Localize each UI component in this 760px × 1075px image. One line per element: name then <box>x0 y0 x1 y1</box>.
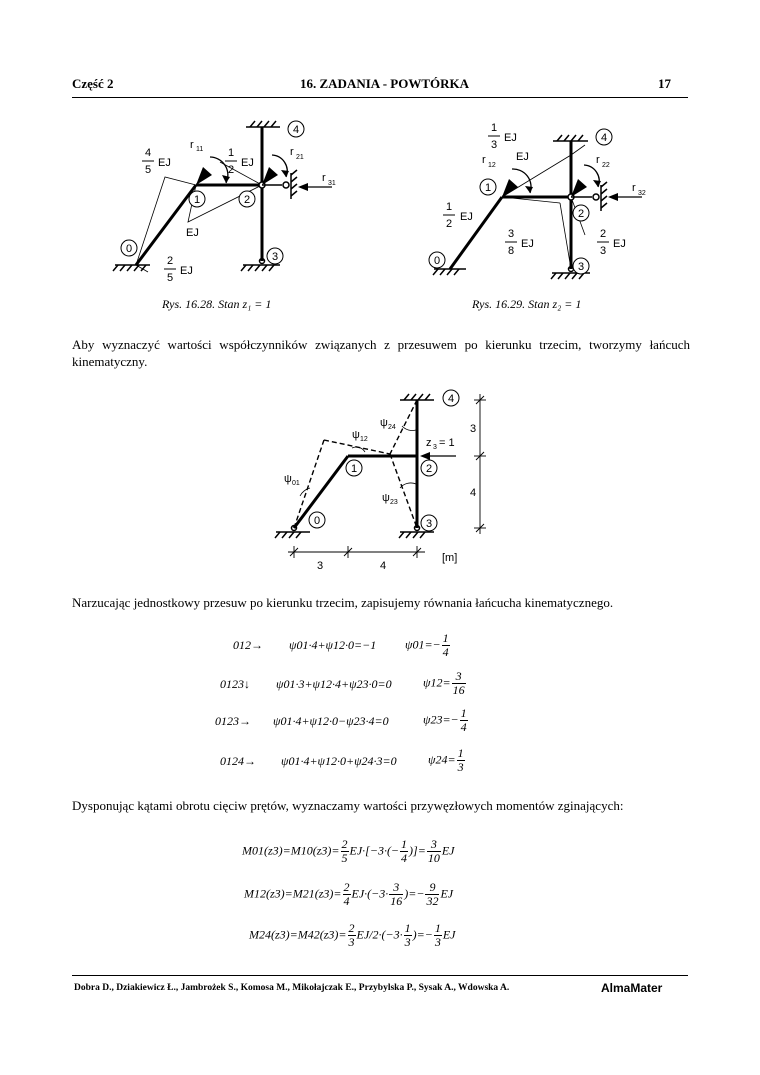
f2-ej-b: EJ <box>516 151 529 163</box>
f2-frac-2-3-num: 2 <box>600 228 607 240</box>
footer-rule <box>72 975 688 976</box>
f2-node-4: 4 <box>600 132 608 144</box>
f2-frac-1-2-den: 2 <box>446 218 453 230</box>
f3-dim-4-h: 4 <box>380 560 387 572</box>
f3-psi23: ψ <box>382 492 390 504</box>
figure-3-kinematic-chain <box>270 380 500 575</box>
f3-node-0: 0 <box>313 515 321 527</box>
rotation-lock-2 <box>262 167 278 185</box>
f3-z3-val: = 1 <box>439 437 455 449</box>
f1-r21: r <box>290 146 294 158</box>
page-number: 17 <box>658 76 671 91</box>
f3-node-2: 2 <box>425 463 433 475</box>
chain-eq-result-3: ψ23=− $\frac{1}{4}$ <box>423 706 467 734</box>
f1-node-4: 4 <box>292 124 300 136</box>
paragraph-kinematic-chain: Aby wyznaczyć wartości współczynników związanych z przesuwem po kierunku trzecim, tworzymy łańcuch kinematyczny. <box>72 337 690 369</box>
f1-ej-d: EJ <box>180 265 193 277</box>
f1-node-2: 2 <box>243 194 251 206</box>
moment-eq-1: M01(z3)=M10(z3)= $\frac{2}{5}$ EJ·[−3·(− $\frac{1}{4}$ )]= $\frac{3}{10}$ EJ <box>242 837 455 865</box>
paragraph-unit-displacement: Narzucając jednostkowy przesuw po kierunku trzecim, zapisujemy równania łańcucha kinematycznego. <box>72 595 614 610</box>
f2-node-3: 3 <box>577 261 585 273</box>
f1-r11: r <box>190 139 194 151</box>
chain-eq-label-2: 0123↓ <box>220 677 250 691</box>
paragraph-moments: Dysponując kątami obrotu cięciw prętów, wyznaczamy wartości przywęzłowych momentów zginających: <box>72 798 624 813</box>
figure-1-diagram <box>110 115 350 285</box>
f1-frac-4-5-den: 5 <box>145 164 152 176</box>
f2-frac-1-2-num: 1 <box>446 201 453 213</box>
f2-node-0: 0 <box>433 255 441 267</box>
chain-eq-2: ψ01·3+ψ12·4+ψ23·0=0 <box>276 677 392 691</box>
f2-ej-e: EJ <box>613 238 626 250</box>
f2-ej-d: EJ <box>521 238 534 250</box>
chain-eq-result-1: ψ01=− $\frac{1}{4}$ <box>405 631 449 659</box>
f1-frac-2-5-den: 5 <box>167 272 174 284</box>
f2-frac-1-3-num: 1 <box>491 122 498 134</box>
footer-authors: Dobra D., Dziakiewicz Ł., Jambrożek S., Komosa M., Mikołajczak E., Przybylska P., Sysak A., Wdowska A. <box>74 983 510 993</box>
f1-node-0: 0 <box>125 243 133 255</box>
figure-1-caption: Rys. 16.28. Stan z₁ = 1 <box>162 297 272 311</box>
f2-node-2: 2 <box>577 208 585 220</box>
f3-psi24: ψ <box>380 417 388 429</box>
f1-ej-c: EJ <box>186 227 199 239</box>
f3-dim-3-v: 3 <box>470 423 477 435</box>
f1-r31-sub: 31 <box>328 180 336 187</box>
f3-dim-4-v: 4 <box>470 487 477 499</box>
f2-r22-sub: 22 <box>602 162 610 169</box>
f3-node-4: 4 <box>447 393 455 405</box>
footer-brand: AlmaMater <box>601 981 663 995</box>
fixed-support-0 <box>433 269 466 275</box>
f2-frac-2-3-den: 3 <box>600 245 607 257</box>
pin-support-0 <box>275 526 310 539</box>
header-rule <box>72 97 688 98</box>
f1-node-1: 1 <box>193 194 201 206</box>
f2-frac-1-3-den: 3 <box>491 139 498 151</box>
f3-psi23-sub: 23 <box>390 499 398 506</box>
f1-ej-b: EJ <box>241 157 254 169</box>
header-part: Część 2 <box>72 76 114 91</box>
f1-r31: r <box>322 172 326 184</box>
chain-eq-4: ψ01·4+ψ12·0+ψ24·3=0 <box>281 754 397 768</box>
f2-frac-3-8-den: 8 <box>508 245 515 257</box>
f3-z3-sub: 3 <box>433 444 437 451</box>
f2-r22: r <box>596 154 600 166</box>
f3-psi01: ψ <box>284 473 292 485</box>
f1-r11-sub: 11 <box>196 146 204 153</box>
f2-ej-c: EJ <box>460 211 473 223</box>
rotation-lock-1 <box>196 167 212 185</box>
moment-eq-2: M12(z3)=M21(z3)= $\frac{2}{4}$ EJ·(−3· $\frac{3}{16}$ )=− $\frac{9}{32}$ EJ <box>244 880 454 908</box>
figure-2-caption: Rys. 16.29. Stan z₂ = 1 <box>472 297 582 311</box>
f2-node-1: 1 <box>484 182 492 194</box>
f3-psi24-sub: 24 <box>388 424 396 431</box>
f1-r21-sub: 21 <box>296 154 304 161</box>
f1-node-3: 3 <box>271 251 279 263</box>
f3-dim-3-h: 3 <box>317 560 324 572</box>
chain-eq-label-1: 012→ <box>233 638 263 652</box>
f2-frac-3-8-num: 3 <box>508 228 515 240</box>
f3-unit: [m] <box>442 552 458 564</box>
chain-eq-result-4: ψ24= $\frac{1}{3}$ <box>428 746 464 774</box>
figure-2-diagram <box>420 115 660 285</box>
f3-psi12-sub: 12 <box>360 436 368 443</box>
f2-ej-a: EJ <box>504 132 517 144</box>
f1-frac-1-2-num: 1 <box>228 147 235 159</box>
f1-frac-1-2-den: 2 <box>228 164 235 176</box>
f1-ej-a: EJ <box>158 157 171 169</box>
f3-node-1: 1 <box>350 463 358 475</box>
f3-psi01-sub: 01 <box>292 480 300 487</box>
f2-r12: r <box>482 154 486 166</box>
f3-z3: z <box>426 437 432 449</box>
f3-psi12: ψ <box>352 429 360 441</box>
moment-eq-3: M24(z3)=M42(z3)= $\frac{2}{3}$ EJ/2·(−3· $\frac{1}{3}$ )=− $\frac{1}{3}$ EJ <box>249 921 456 949</box>
fixed-support-4 <box>246 121 280 127</box>
f1-frac-2-5-num: 2 <box>167 255 174 267</box>
fixed-support-4 <box>553 135 588 141</box>
chain-eq-label-3: 0123→ <box>215 714 251 728</box>
chain-eq-label-4: 0124→ <box>220 754 256 768</box>
f1-frac-4-5-num: 4 <box>145 147 152 159</box>
fixed-support-4 <box>400 394 434 400</box>
moment-diagram <box>502 145 585 269</box>
chain-eq-3: ψ01·4+ψ12·0−ψ23·4=0 <box>273 714 389 728</box>
f3-node-3: 3 <box>425 518 433 530</box>
chain-eq-result-2: ψ12= $\frac{3}{16}$ <box>423 669 465 697</box>
f2-r32: r <box>632 182 636 194</box>
chain-eq-1: ψ01·4+ψ12·0=−1 <box>289 638 377 652</box>
f2-r12-sub: 12 <box>488 162 496 169</box>
header-chapter-title: 16. ZADANIA - POWTÓRKA <box>300 76 470 91</box>
f2-r32-sub: 32 <box>638 190 646 197</box>
